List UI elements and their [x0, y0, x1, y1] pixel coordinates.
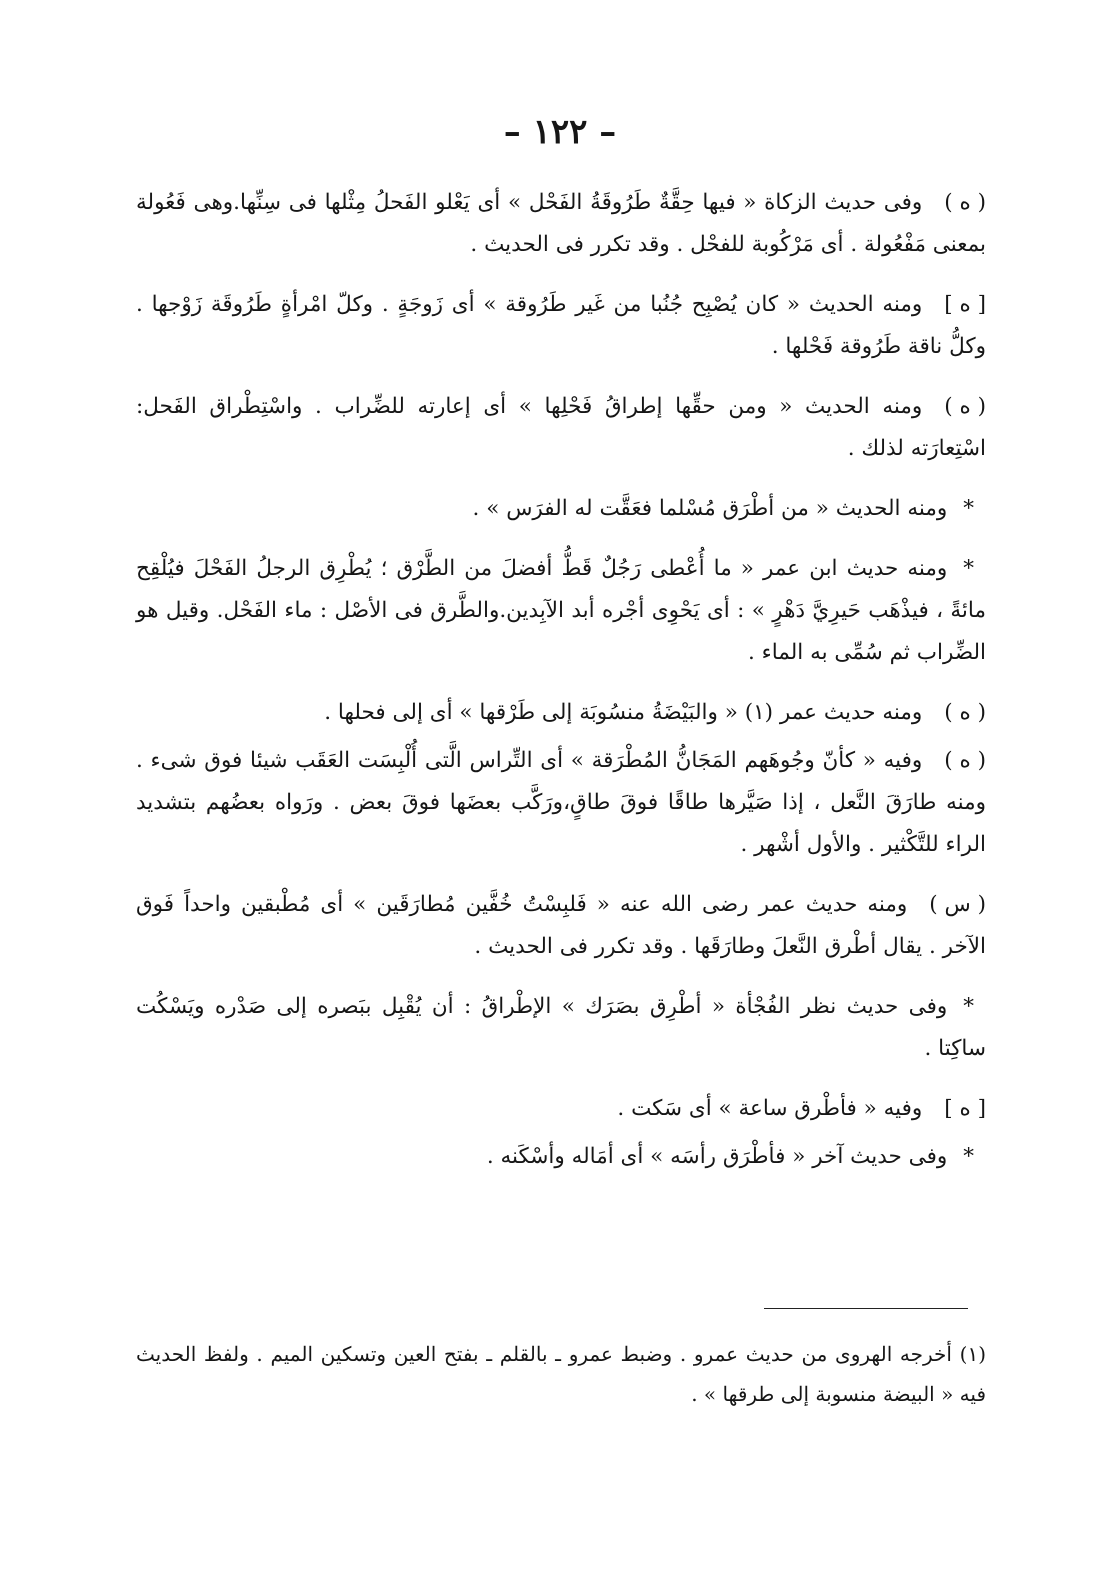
entry-paragraph — [136, 1088, 986, 1130]
entry-paragraph — [136, 182, 986, 266]
source-marker: ( ه ) — [944, 394, 986, 419]
footnote: (١) أخرجه الهروى من حديث عمرو . وضبط عمرو ـ بالقلم ـ بفتح العين وتسكين الميم . ولفظ الحديث فيه « البيضة منسوبة إلى طرقها » . — [136, 1342, 986, 1406]
source-marker: [ ه ] — [944, 1096, 986, 1121]
entry-text: وفيه « فأطْرق ساعة » أى سَكت . — [617, 1096, 923, 1121]
entry-paragraph — [136, 488, 986, 530]
asterisk-marker: * — [963, 1144, 974, 1169]
source-marker: ( ه ) — [944, 190, 986, 215]
entry-paragraph — [136, 740, 986, 866]
entry-text: وفى حديث نظر الفُجْأة « أطْرِق بصَرَك » الإطْراقُ : أن يُقْبِل ببَصره إلى صَدْره ويَسْكُت ساكِتا . — [136, 994, 986, 1061]
source-marker: [ ه ] — [944, 292, 986, 317]
entry-text: ومنه الحديث « ومن حقِّها إطراقُ فَحْلِها » أى إعارته للضِّراب . واسْتِطْراق الفَحل: اسْتِعارَته لذلك . — [136, 394, 986, 461]
entry-text: وفيه « كأنّ وجُوهَهم المَجَانُّ المُطْرَقة » أى التِّراس الَّتى أُلْبِسَت العَقَب شيئا فوق شىء . ومنه طارَقَ النَّعل ، إذا صَيَّرها طاقًا فوقَ طاقٍ،ورَكَّب بعضَها فوقَ بعض . ورَواه بعضُهم بتشديد الراء للتَّكْثير . والأول أشْهر . — [136, 748, 986, 857]
entry-paragraph — [136, 386, 986, 470]
asterisk-marker: * — [963, 496, 974, 521]
entry-text: وفى حديث الزكاة « فيها حِقَّةٌ طَرُوقَةُ الفَحْل » أى يَعْلو الفَحلُ مِثْلها فى سِنِّها.وهى فَعُولة بمعنى مَفْعُولة . أى مَرْكُوبة للفحْل . وقد تكرر فى الحديث . — [136, 190, 986, 257]
entry-text: ومنه الحديث « كان يُصْبِح جُنُبا من غَير طَرُوقة » أى زَوجَةٍ . وكلّ امْرأةٍ طَرُوقَة زَوْجها . وكلُّ ناقة طَرُوقة فَحْلها . — [136, 292, 986, 359]
entry-text: ومنه الحديث « من أطْرَق مُسْلما فعَقَّت له الفرَس » . — [472, 496, 948, 521]
entry-text: وفى حديث آخر « فأطْرَق رأسَه » أى أمَاله وأسْكَنه . — [486, 1144, 948, 1169]
entry-paragraph — [136, 986, 986, 1070]
asterisk-marker: * — [963, 556, 974, 581]
entry-text: ومنه حديث ابن عمر « ما أُعْطى رَجُلٌ قَطُّ أفضلَ من الطَّرْق ؛ يُطْرِق الرجلُ الفَحْلَ فيُلْقِح مائةً ، فيذْهَب حَيرِيَّ دَهْرٍ » : أى يَحْوِى أجْره أبد الآبِدين.والطَّرق فى الأصْل : ماء الفَحْل. وقيل هو الضِّراب ثم سُمِّى به الماء . — [136, 556, 986, 665]
source-marker: ( ه ) — [944, 700, 986, 725]
entry-paragraph — [136, 548, 986, 674]
entry-paragraph — [136, 1136, 986, 1178]
asterisk-marker: * — [963, 994, 974, 1019]
page-number: – ١٢٢ – — [503, 112, 617, 152]
entry-text: ومنه حديث عمر رضى الله عنه « فَلبِسْتُ خُفَّين مُطارَقَين » أى مُطْبقين واحداً فَوق الآخر . يقال أطْرق النَّعلَ وطارَقَها . وقد تكرر فى الحديث . — [136, 892, 986, 959]
entry-paragraph — [136, 884, 986, 968]
main-text — [136, 182, 986, 1184]
footnote-divider — [764, 1308, 968, 1309]
source-marker: ( س ) — [929, 892, 986, 917]
source-marker: ( ه ) — [944, 748, 986, 773]
entry-text: ومنه حديث عمر (١) « والبَيْضَةُ منسُوبَة إلى طَرْقها » أى إلى فحلها . — [324, 700, 923, 725]
entry-paragraph — [136, 692, 986, 734]
entry-paragraph — [136, 284, 986, 368]
